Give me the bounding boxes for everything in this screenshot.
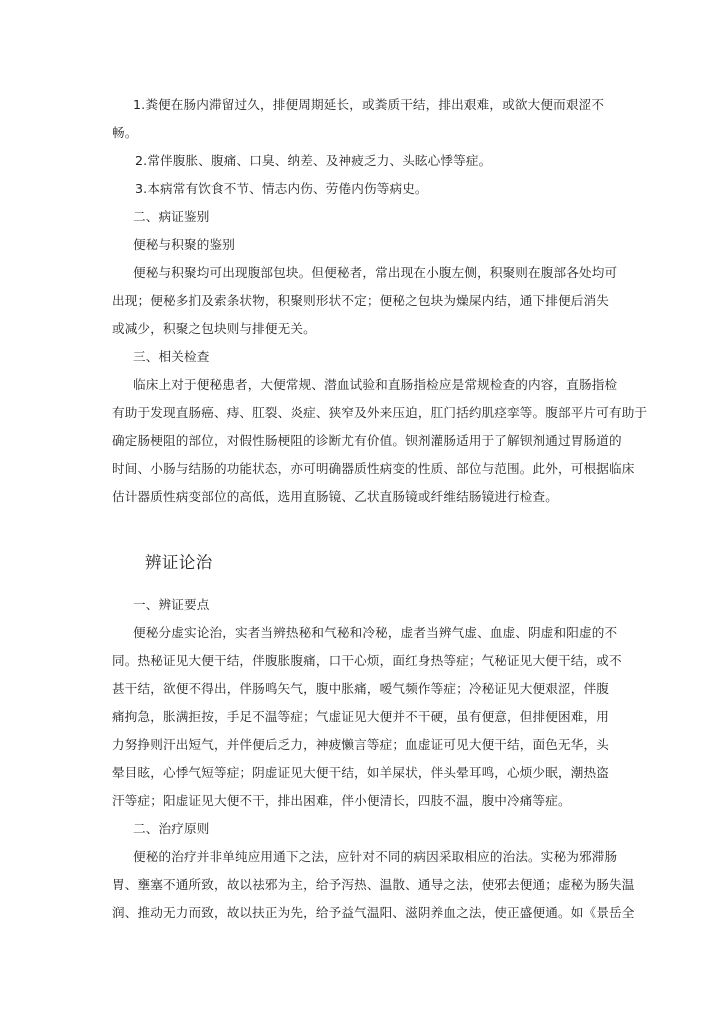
paragraph-line: 甚干结，欲便不得出，伴肠鸣矢气，腹中胀痛，嗳气频作等症；冷秘证见大便艰涩，伴腹: [112, 681, 610, 696]
paragraph-line: 临床上对于便秘患者，大便常规、潜血试验和直肠指检应是常规检查的内容，直肠指检: [133, 377, 618, 392]
paragraph-line: 便秘分虚实论治，实者当辨热秘和气秘和冷秘，虚者当辨气虚、血虚、阴虚和阳虚的不: [133, 625, 618, 640]
paragraph-line: 有助于发现直肠癌、痔、肛裂、炎症、狭窄及外来压迫，肛门括约肌痉挛等。腹部平片可有助于: [112, 405, 648, 420]
paragraph-line: 力努挣则汗出短气，并伴便后乏力，神疲懒言等症；血虚证可见大便干结，面色无华，头: [112, 737, 610, 752]
paragraph-line: 晕目眩，心悸气短等症；阴虚证见大便干结，如羊屎状，伴头晕耳鸣，心烦少眠，潮热盗: [112, 765, 610, 780]
chapter-heading-syndrome-treatment: 辨证论治: [145, 553, 213, 572]
paragraph-line: 润、推动无力而致，故以扶正为先，给予益气温阳、滋阴养血之法，使正盛便通。如《景岳全: [112, 905, 635, 920]
subheading-constipation-vs-accumulation: 便秘与积聚的鉴别: [133, 237, 235, 252]
paragraph-line: 胃、壅塞不通所致，故以祛邪为主，给予泻热、温散、通导之法，使邪去便通；虚秘为肠失温: [112, 877, 635, 892]
paragraph-line: 便秘与积聚均可出现腹部包块。但便秘者，常出现在小腹左侧，积聚则在腹部各处均可: [133, 265, 618, 280]
paragraph-line: 时间、小肠与结肠的功能状态，亦可明确器质性病变的性质、部位与范围。此外，可根据临床: [112, 461, 635, 476]
section-heading-treatment-principles: 二、治疗原则: [133, 821, 210, 836]
paragraph-line: 同。热秘证见大便干结，伴腹胀腹痛，口干心烦，面红身热等症；气秘证见大便干结，或不: [112, 653, 622, 668]
diagnosis-point-3: 3.本病常有饮食不节、情志内伤、劳倦内伤等病史。: [135, 181, 428, 196]
paragraph-line: 汗等症；阳虚证见大便不干，排出困难，伴小便清长，四肢不温，腹中冷痛等症。: [112, 793, 571, 808]
paragraph-line: 确定肠梗阻的部位，对假性肠梗阻的诊断尤有价值。钡剂灌肠适用于了解钡剂通过胃肠道的: [112, 433, 622, 448]
diagnosis-point-2: 2.常伴腹胀、腹痛、口臭、纳差、及神疲乏力、头眩心悸等症。: [135, 153, 492, 168]
paragraph-line: 痛拘急，胀满拒按，手足不温等症；气虚证见大便并不干硬，虽有便意，但排便困难，用: [112, 709, 610, 724]
diagnosis-point-1-line-2: 畅。: [112, 125, 138, 140]
diagnosis-point-1-line-1: 1.粪便在肠内滞留过久，排便周期延长，或粪质干结，排出艰难，或欲大便而艰涩不: [133, 97, 605, 112]
paragraph-line: 或减少，积聚之包块则与排便无关。: [112, 321, 316, 336]
paragraph-line: 便秘的治疗并非单纯应用通下之法，应针对不同的病因采取相应的治法。实秘为邪滞肠: [133, 849, 618, 864]
paragraph-line: 出现；便秘多扪及索条状物，积聚则形状不定；便秘之包块为燥屎内结，通下排便后消失: [112, 293, 610, 308]
paragraph-line: 估计器质性病变部位的高低，选用直肠镜、乙状直肠镜或纤维结肠镜进行检查。: [112, 489, 559, 504]
section-heading-key-points: 一、辨证要点: [133, 597, 210, 612]
section-heading-examinations: 三、相关检查: [133, 349, 210, 364]
section-heading-differential: 二、病证鉴别: [133, 209, 210, 224]
